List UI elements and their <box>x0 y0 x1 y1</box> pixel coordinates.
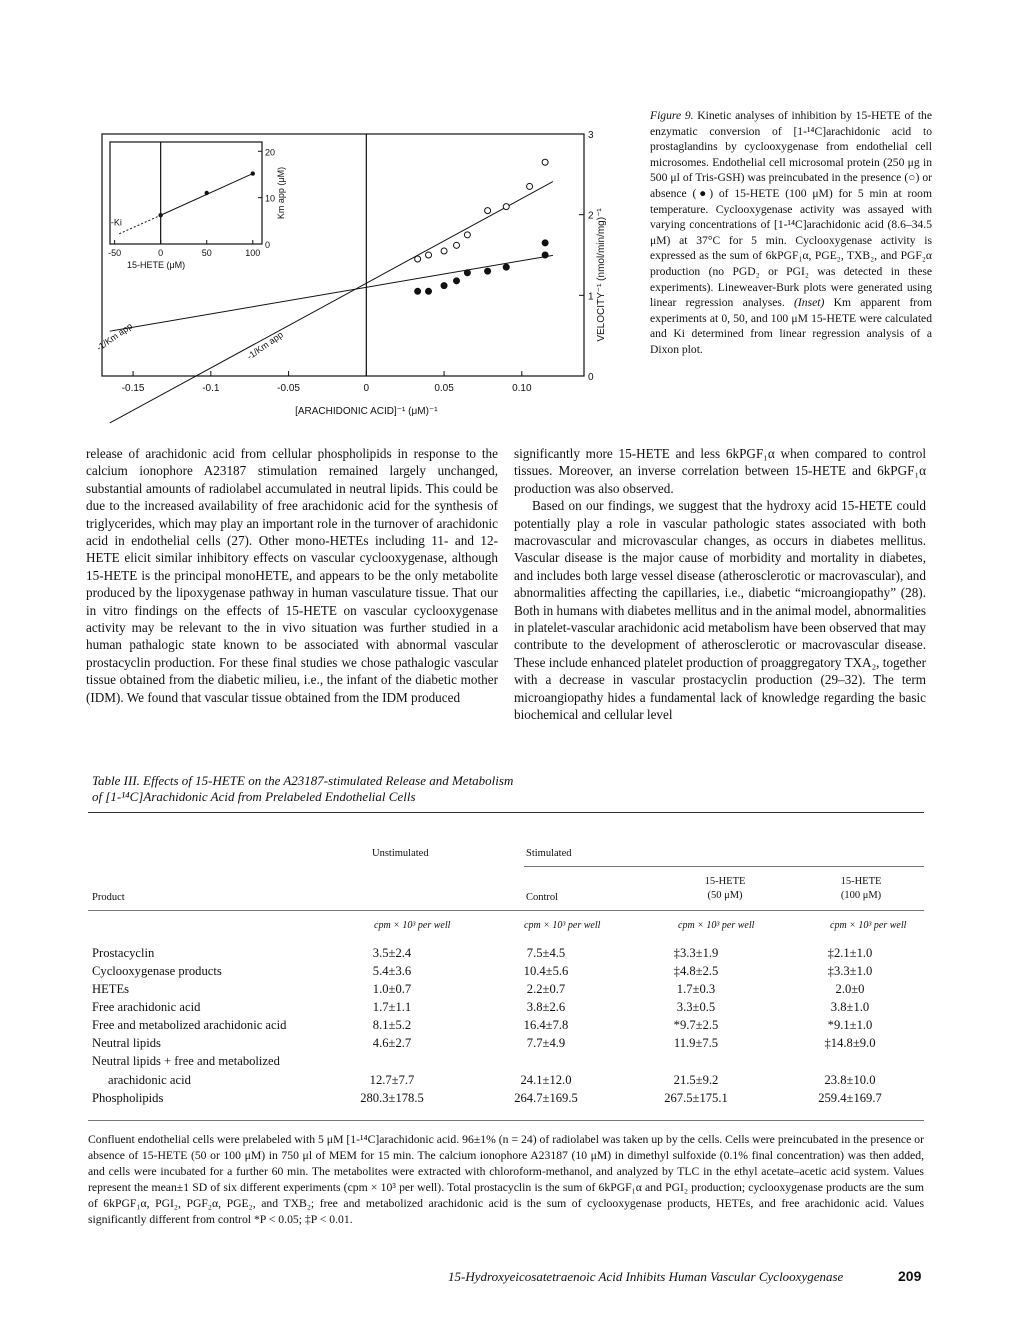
inset-y-label: Km app (μM) <box>276 166 286 220</box>
table-cell: 3.3±0.5 <box>676 1000 716 1014</box>
table-row-label: Neutral lipids <box>92 1036 161 1050</box>
table-cell: 2.2±0.7 <box>526 982 566 996</box>
body-column-right <box>514 445 926 724</box>
inset-frame <box>110 142 262 244</box>
table-row-label: Free arachidonic acid <box>92 1000 201 1014</box>
header-hete50-line2: (50 μM) <box>707 890 743 901</box>
inset-ki-label: -Ki <box>110 217 122 228</box>
x-tick-label: 0 <box>363 383 370 394</box>
data-point-filled <box>426 288 432 294</box>
x-tick-label: 0.05 <box>434 383 454 394</box>
stimulated-rule <box>524 866 924 867</box>
table-cell: 11.9±7.5 <box>673 1036 719 1050</box>
data-point-filled <box>415 288 421 294</box>
x-tick-label: -0.05 <box>277 383 300 394</box>
data-point-filled <box>503 264 509 270</box>
table-cell: 10.4±5.6 <box>523 964 569 978</box>
table-cell: 1.7±1.1 <box>372 1000 412 1014</box>
table-cell: ‡14.8±9.0 <box>824 1036 876 1050</box>
inset-y-tick-label: 0 <box>265 240 271 250</box>
table-cell: ‡4.8±2.5 <box>673 964 719 978</box>
header-rule <box>88 910 924 911</box>
x-tick-label: 0.10 <box>512 383 532 394</box>
header-hete100-line1: 15-HETE <box>840 876 882 887</box>
table-cell: 1.0±0.7 <box>372 982 412 996</box>
table-title-line-2: of [1-¹⁴C]Arachidonic Acid from Prelabeled Endothelial Cells <box>92 789 416 804</box>
table-row-label: Free and metabolized arachidonic acid <box>92 1018 287 1032</box>
y-axis-label: VELOCITY⁻¹ (nmol/min/mg)⁻¹ <box>596 208 607 342</box>
table-cell: 259.4±169.7 <box>818 1091 882 1105</box>
table-cell: ‡3.3±1.0 <box>827 964 873 978</box>
table-cell: 12.7±7.7 <box>369 1073 415 1087</box>
inset-y-tick-label: 10 <box>265 193 276 204</box>
table-cell: 4.6±2.7 <box>372 1036 412 1050</box>
header-stimulated: Stimulated <box>526 848 572 859</box>
data-point-filled <box>542 240 548 246</box>
body-paragraph: significantly more 15-HETE and less 6kPGF₁α when compared to control tissues. Moreover, an inverse correlation between 15-HETE and 6kPGF₁α production was also observed. <box>514 446 926 496</box>
data-point-filled <box>441 283 447 289</box>
table-row-label: Prostacyclin <box>92 946 155 960</box>
running-head: 15-Hydroxyeicosatetraenoic Acid Inhibits Human Vascular Cyclooxygenase <box>448 1269 844 1284</box>
data-point-open <box>464 232 470 238</box>
table-cell: 16.4±7.8 <box>523 1018 569 1032</box>
caption-inset-label: (Inset) <box>794 296 825 310</box>
table-cell: 280.3±178.5 <box>360 1091 424 1105</box>
lineweaver-burk-chart <box>88 118 608 436</box>
data-point-filled <box>542 252 548 258</box>
table-row-label: Neutral lipids + free and metabolized <box>92 1054 280 1068</box>
table-cell: 3.8±2.6 <box>526 1000 566 1014</box>
regression-line <box>110 182 553 423</box>
annotation-km-hete: -1/Km app <box>245 329 285 362</box>
table-title-line-1: Table III. Effects of 15-HETE on the A23187-stimulated Release and Metabolism <box>92 773 514 788</box>
table-cell: 1.7±0.3 <box>676 982 716 996</box>
table-row-label: Cyclooxygenase products <box>92 964 222 978</box>
caption-text-2: Km apparent from experiments at 0, 50, and 100 μM 15-HETE were calculated and Ki determined from linear regression analysis of a Dixon plot. <box>650 296 932 356</box>
inset-x-tick-label: 0 <box>158 248 164 258</box>
inset-y-tick-label: 20 <box>265 147 276 158</box>
y-tick-label: 0 <box>588 372 594 383</box>
x-axis-label: [ARACHIDONIC ACID]⁻¹ (μM)⁻¹ <box>295 406 438 417</box>
table-row-label: HETEs <box>92 982 130 996</box>
table-footnote: Confluent endothelial cells were prelabeled with 5 μM [1-¹⁴C]arachidonic acid. 96±1% (n = 24) of radiolabel was taken up by the cells. Cells were preincubated in the presence or absence of 15-HETE (50 or 100 μM) in 750 μl of MEM for 15 min. The calcium ionophore A23187 (10 μM) in dimethyl sulfoxide (0.1% final concentration) was then added, and cells were incubated for a further 60 min. The metabolites were extracted with chloroform-methanol, and analyzed by TLC in the ethyl acetate–acetic acid system. Values represent the mean±1 SD of six different experiments (cpm × 10³ per well). Total prostacyclin is the sum of 6kPGF₁α and PGI₂ production; cyclooxygenase products are the sum of 6kPGF₁α, PGI₂, PGF₂α, PGE₂, and TXB₂; free and metabolized arachidonic acid is the sum of cyclooxygenase products, HETEs, and free arachidonic acid. Values significantly different from control *P < 0.05; ‡P < 0.01. <box>88 1133 924 1226</box>
table-cell: 7.7±4.9 <box>526 1036 566 1050</box>
data-point-open <box>542 159 548 165</box>
table-cell: 24.1±12.0 <box>520 1073 572 1087</box>
table-row-label: arachidonic acid <box>108 1073 191 1087</box>
inset-x-label: 15-HETE (μM) <box>126 260 186 270</box>
table-cell: 7.5±4.5 <box>526 946 566 960</box>
inset-extrapolation <box>119 215 160 234</box>
x-tick-label: -0.1 <box>202 383 220 394</box>
figure-9-plot <box>88 118 608 436</box>
table-title <box>92 773 692 805</box>
y-tick-label: 3 <box>588 130 594 141</box>
header-control: Control <box>526 892 559 903</box>
table-rule-bottom <box>88 1120 924 1121</box>
inset-data-point <box>158 213 162 217</box>
data-point-open <box>454 242 460 248</box>
header-product: Product <box>92 892 125 903</box>
inset-data-point <box>251 171 255 175</box>
units-control: cpm × 10³ per well <box>524 920 601 931</box>
body-column-left <box>86 445 498 706</box>
data-point-open <box>503 204 509 210</box>
page-number: 209 <box>898 1268 922 1284</box>
units-hete50: cpm × 10³ per well <box>678 920 755 931</box>
body-paragraph: Based on our findings, we suggest that the hydroxy acid 15-HETE could potentially play a role in vascular pathologic states associated with both macrovascular and microvascular changes, as occurs in diabetes mellitus. Vascular disease is the major cause of morbidity and mortality in diabetes, and includes both large vessel disease (atherosclerotic or macrovascular), and abnormalities affecting the capillaries, i.e., diabetic “microangiopathy” (28). Both in humans with diabetes mellitus and in the animal model, abnormalities in platelet-vascular arachidonic acid metabolism have been observed that may contribute to the development of atherosclerotic or macrovascular disease. These include enhanced platelet production of proaggregatory TXA₂, together with a decrease in vascular prostacyclin production (29–32). The term microangiopathy hides a fundamental lack of knowledge regarding the basic biochemical and cellular level <box>514 498 926 723</box>
data-point-open <box>441 248 447 254</box>
caption-text-1: Kinetic analyses of inhibition by 15-HETE of the enzymatic conversion of [1-¹⁴C]arachidonic acid to prostaglandins by cyclooxygenase from endothelial cell microsomes. Endothelial cell microsomal protein (250 μg in 500 μl of Tris-GSH) was preincubated in the presence (○) or absence (●) of 15-HETE (100 μM) for 5 min at room temperature. Cyclooxygenase activity was assayed with varying concentrations of [1-¹⁴C]arachidonic acid (8.6–34.5 μM) at 37°C for 5 min. Cyclooxygenase activity is expressed as the sum of 6kPGF₁α, PGE₂, TXB₂, and PGF₂α production (no PGD₂ or PGI₂ was detected in these experiments). Lineweaver-Burk plots were generated using linear regression analyses. <box>650 109 932 310</box>
data-point-filled <box>485 268 491 274</box>
data-point-open <box>426 252 432 258</box>
caption-label: Figure 9. <box>650 109 694 122</box>
table-cell: 21.5±9.2 <box>673 1073 719 1087</box>
y-tick-label: 1 <box>588 291 594 303</box>
table-rule-top <box>88 812 924 813</box>
table-cell: *9.1±1.0 <box>827 1018 873 1032</box>
y-tick-label: 2 <box>588 210 594 222</box>
data-point-open <box>415 256 421 262</box>
plot-frame <box>102 134 584 376</box>
table-cell: 8.1±5.2 <box>372 1018 412 1032</box>
table-cell: 264.7±169.5 <box>514 1091 578 1105</box>
inset-x-tick-label: 50 <box>201 248 212 258</box>
figure-caption <box>650 108 932 358</box>
table-cell: 3.8±1.0 <box>830 1000 870 1014</box>
data-point-filled <box>464 270 470 276</box>
inset-data-point <box>205 191 209 195</box>
table-cell: ‡2.1±1.0 <box>827 946 873 960</box>
table-row-label: Phospholipids <box>92 1091 164 1105</box>
table-cell: *9.7±2.5 <box>673 1018 719 1032</box>
units-hete100: cpm × 10³ per well <box>830 920 907 931</box>
x-tick-label: -0.15 <box>121 383 145 394</box>
table-cell: ‡3.3±1.9 <box>673 946 719 960</box>
table-cell: 267.5±175.1 <box>664 1091 728 1105</box>
data-point-open <box>527 183 533 189</box>
header-hete50-line1: 15-HETE <box>704 876 746 887</box>
header-unstimulated: Unstimulated <box>372 848 429 859</box>
header-hete100-line2: (100 μM) <box>840 890 882 901</box>
annotation-km-control: -1/Km app <box>94 320 135 353</box>
data-point-open <box>485 208 491 214</box>
inset-x-tick-label: 100 <box>245 248 261 258</box>
table-cell: 2.0±0 <box>835 982 865 996</box>
table-cell: 3.5±2.4 <box>372 946 412 960</box>
units-unstim: cpm × 10³ per well <box>374 920 451 931</box>
data-point-filled <box>454 278 460 284</box>
body-paragraph: release of arachidonic acid from cellular phospholipids in response to the calcium ionophore A23187 stimulation remained largely unchanged, substantial amounts of radiolabel accumulated in neutral lipids. This could be due to the increased availability of free arachidonic acid for the synthesis of triglycerides, which may play an important role in the turnover of arachidonic acid in endothelial cells (27). Other mono-HETEs including 11- and 12-HETE elicit similar inhibitory effects on vascular cyclooxygenase, although 15-HETE is the principal monoHETE, and appears to be the only metabolite produced by the lipoxygenase pathway in human vasculature tissue. That our in vitro findings on the effects of 15-HETE on vascular cyclooxygenase activity may be relevant to the in vivo situation was further studied in a human pathalogic state known to be associated with abnormal vascular prostacyclin production. For these final studies we chose pathalogic vascular tissue obtained from the diabetic milieu, i.e., the infant of the diabetic mother (IDM). We found that vascular tissue obtained from the IDM produced <box>86 446 498 705</box>
table-cell: 5.4±3.6 <box>372 964 412 978</box>
inset-x-tick-label: -50 <box>108 248 122 258</box>
table-cell: 23.8±10.0 <box>824 1073 876 1087</box>
